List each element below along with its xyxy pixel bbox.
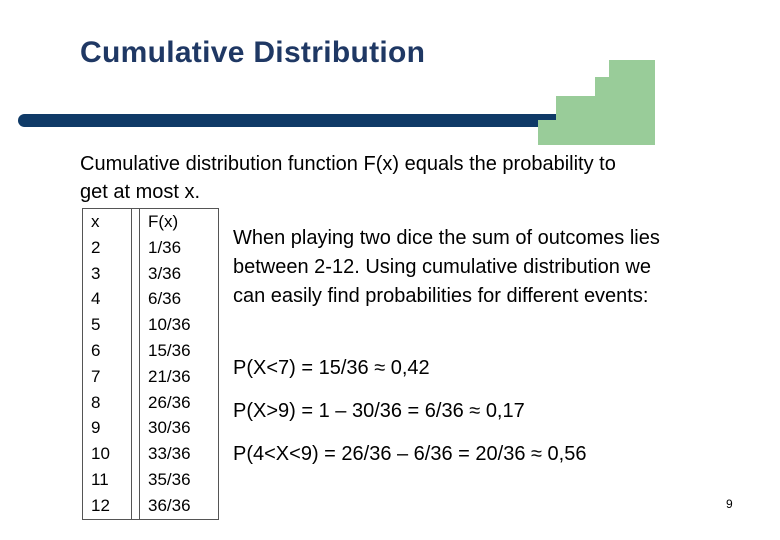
x-cell: 8 [83, 390, 132, 416]
table-row [83, 286, 219, 312]
x-cell: 4 [83, 286, 132, 312]
fx-cell: 3/36 [140, 261, 219, 287]
column-header-x: x [83, 209, 132, 235]
table-row [83, 312, 219, 338]
table-row [83, 493, 219, 519]
slide-title: Cumulative Distribution [80, 36, 426, 69]
fx-cell: 21/36 [140, 364, 219, 390]
x-cell: 10 [83, 441, 132, 467]
x-cell: 11 [83, 467, 132, 493]
table-row [83, 390, 219, 416]
column-header-fx: F(x) [140, 209, 219, 235]
x-cell: 12 [83, 493, 132, 519]
table-row [83, 415, 219, 441]
probability-line: P(4<X<9) = 26/36 – 6/36 = 20/36 ≈ 0,56 [233, 443, 587, 465]
table-row [83, 364, 219, 390]
x-cell: 7 [83, 364, 132, 390]
probability-line: P(X>9) = 1 – 30/36 = 6/36 ≈ 0,17 [233, 400, 525, 422]
fx-cell: 36/36 [140, 493, 219, 519]
table-header-row [83, 209, 219, 235]
fx-cell: 10/36 [140, 312, 219, 338]
table-row [83, 441, 219, 467]
fx-cell: 1/36 [140, 235, 219, 261]
cdf-table [82, 208, 219, 520]
probability-line: P(X<7) = 15/36 ≈ 0,42 [233, 357, 430, 379]
page-number: 9 [726, 497, 733, 511]
x-cell: 3 [83, 261, 132, 287]
table-row [83, 235, 219, 261]
x-cell: 9 [83, 415, 132, 441]
fx-cell: 15/36 [140, 338, 219, 364]
x-cell: 2 [83, 235, 132, 261]
fx-cell: 6/36 [140, 286, 219, 312]
title-underline-bar [18, 114, 558, 127]
table-row [83, 467, 219, 493]
fx-cell: 33/36 [140, 441, 219, 467]
fx-cell: 26/36 [140, 390, 219, 416]
table-row [83, 338, 219, 364]
table-row [83, 261, 219, 287]
fx-cell: 30/36 [140, 415, 219, 441]
fx-cell: 35/36 [140, 467, 219, 493]
x-cell: 5 [83, 312, 132, 338]
dice-explanation-text: When playing two dice the sum of outcomes lies between 2-12. Using cumulative distribution we can easily find probabilities for different events: [233, 227, 660, 307]
x-cell: 6 [83, 338, 132, 364]
intro-text: Cumulative distribution function F(x) equals the probability to get at most x. [80, 153, 616, 203]
